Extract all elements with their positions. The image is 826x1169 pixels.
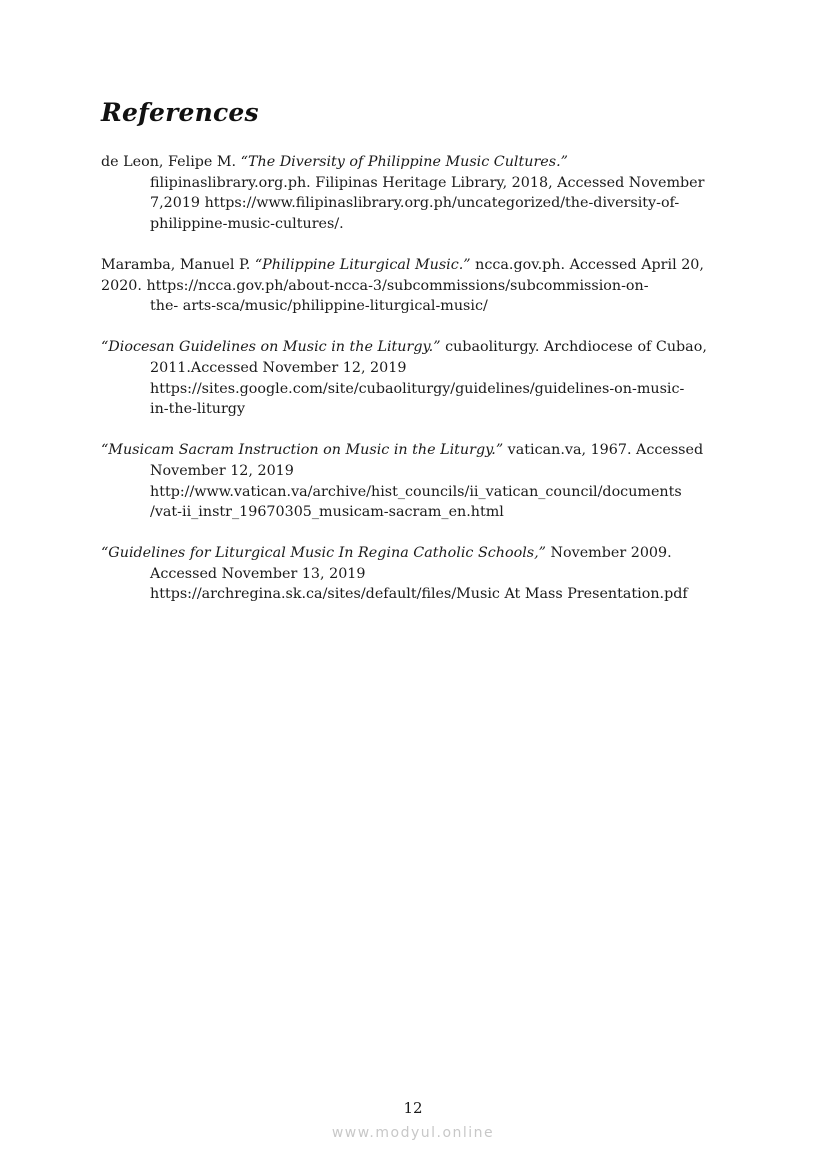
reference-entry [101,440,741,522]
reference-link[interactable]: https://archregina.sk.ca/sites/default/files/Music At Mass Presentation.pdf [150,586,688,603]
reference-line: filipinaslibrary.org.ph. Filipinas Heritage Library, 2018, Accessed November [150,174,705,191]
reference-list [101,152,741,626]
reference-line: Accessed November 13, 2019 [150,565,366,582]
reference-line: November 12, 2019 [150,462,294,479]
reference-link[interactable]: the- arts-sca/music/philippine-liturgical-music/ [150,298,488,315]
reference-first-line [101,255,741,276]
reference-author: de Leon, Felipe M. [101,154,241,170]
reference-source: ncca.gov.ph. Accessed April 20, [470,256,704,273]
reference-entry [101,152,741,234]
reference-title: “Philippine Liturgical Music.” [254,256,471,273]
reference-entry [101,337,741,419]
page-title: References [101,98,259,127]
reference-first-line [101,152,741,173]
reference-link[interactable]: in-the-liturgy [150,401,246,418]
reference-title: “Guidelines for Liturgical Music In Regina Catholic Schools,” [101,545,546,562]
reference-title: “Musicam Sacram Instruction on Music in the Liturgy.” [101,442,504,459]
page-number: 12 [403,1099,423,1117]
reference-link[interactable]: 2020. https://ncca.gov.ph/about-ncca-3/subcommissions/subcommission-on- [101,277,649,294]
reference-first-line [101,440,741,461]
reference-entry [101,543,741,605]
reference-first-line [101,543,741,564]
reference-link[interactable]: /vat-ii_instr_19670305_musicam-sacram_en.html [150,504,504,521]
reference-title: “Diocesan Guidelines on Music in the Liturgy.” [101,339,441,356]
reference-link[interactable]: https://sites.google.com/site/cubaoliturgy/guidelines/guidelines-on-music- [150,380,685,397]
reference-author: Maramba, Manuel P. [101,256,255,273]
reference-source: cubaoliturgy. Archdiocese of Cubao, [440,339,707,356]
reference-source: November 2009. [545,545,672,562]
reference-first-line [101,337,741,358]
reference-link[interactable]: philippine-music-cultures/. [150,215,344,232]
reference-line: 2011.Accessed November 12, 2019 [150,359,407,376]
reference-source: vatican.va, 1967. Accessed [503,442,704,459]
reference-link[interactable]: 7,2019 https://www.filipinaslibrary.org.ph/uncategorized/the-diversity-of- [150,195,680,212]
watermark: www.modyul.online [331,1125,495,1141]
reference-title: “The Diversity of Philippine Music Cultures.” [240,154,568,170]
reference-entry [101,255,741,317]
reference-link[interactable]: http://www.vatican.va/archive/hist_councils/ii_vatican_council/documents [150,483,682,500]
